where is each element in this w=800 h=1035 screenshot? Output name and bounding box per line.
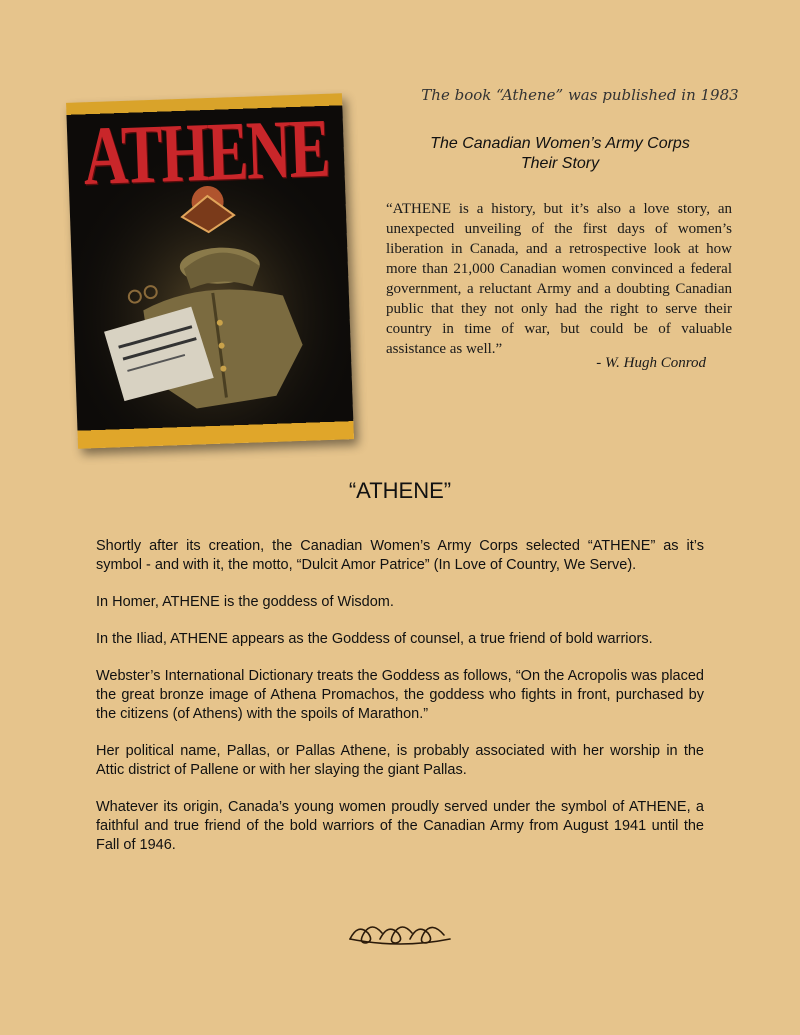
book-cover-image (66, 93, 354, 448)
paragraph: Whatever its origin, Canada’s young women proudly served under the symbol of ATHENE, a faithful and true friend of the bold warriors of the Canadian Army from August 1941 until the Fall of 1946. (96, 799, 704, 853)
subtitle-line-2: Their Story (520, 155, 600, 172)
article-body (96, 537, 704, 873)
subtitle-line-1: The Canadian Women’s Army Corps (430, 135, 690, 152)
book-quote: “ATHENE is a history, but it’s also a love story, an unexpected unveiling of the first days of women’s liberation in Canada, and a retrospective look at how more than 21,000 Canadian women convinced a federal government, a reluctant Army and a doubting Canadian public that they not only had the right to serve their country in time of war, but could be of valuable assistance as well.” (386, 201, 732, 357)
quote-attribution: - W. Hugh Conrod (596, 355, 706, 371)
paragraph: In the Iliad, ATHENE appears as the Goddess of counsel, a true friend of bold warriors. (96, 631, 653, 647)
paragraph: Shortly after its creation, the Canadian Women’s Army Corps selected “ATHENE” as it’s symbol - and with it, the motto, “Dulcit Amor Patrice” (In Love of Country, We Serve). (96, 538, 704, 573)
book-subtitle (380, 134, 740, 174)
article-heading: “ATHENE” (348, 478, 452, 503)
paragraph: In Homer, ATHENE is the goddess of Wisdom. (96, 594, 394, 610)
decorative-flourish-icon (344, 915, 456, 951)
published-note: The book “Athene” was published in 1983 (421, 86, 739, 104)
cover-title: ATHENE (81, 102, 331, 204)
paragraph: Webster’s International Dictionary treats the Goddess as follows, “On the Acropolis was placed the great bronze image of Athena Promachos, the goddess who fights in front, purchased by the citizens (of Athens) with the spoils of Marathon.” (96, 668, 704, 722)
paragraph: Her political name, Pallas, or Pallas Athene, is probably associated with her worship in the Attic district of Pallene or with her slaying the giant Pallas. (96, 743, 704, 778)
